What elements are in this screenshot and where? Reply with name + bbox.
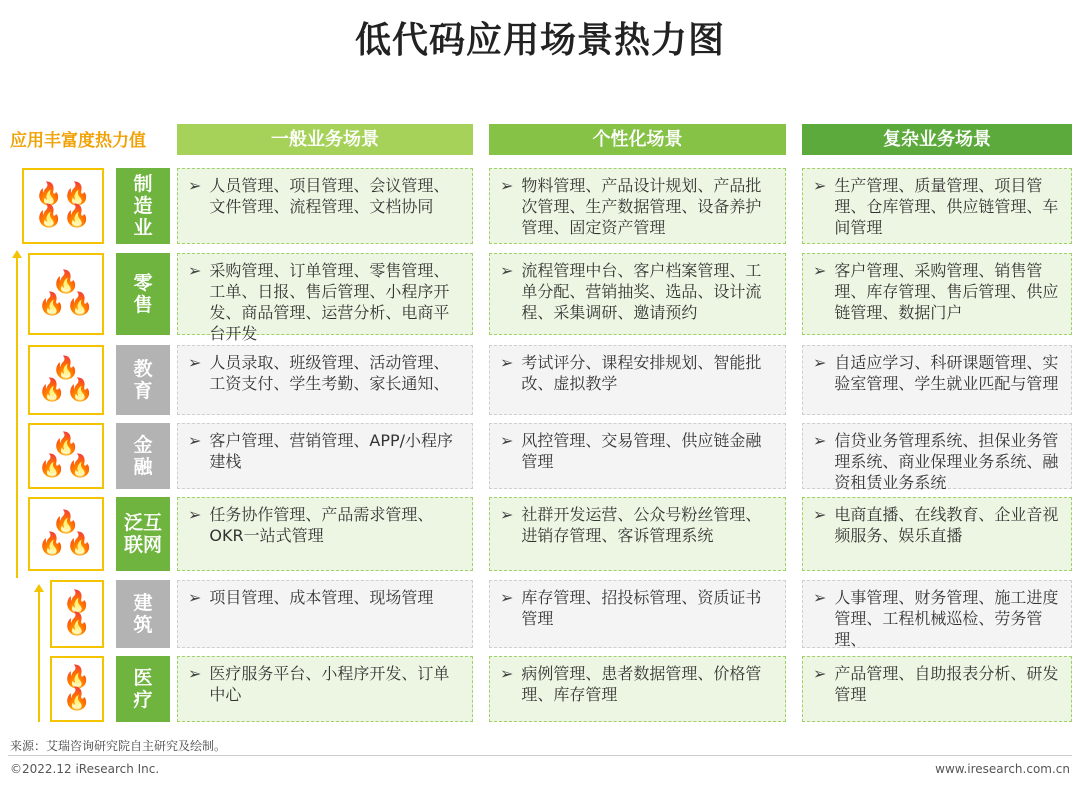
heat-arrow-small [38, 592, 40, 722]
industry-label-manufacturing [116, 168, 170, 244]
cell-text: 自适应学习、科研课题管理、实验室管理、学生就业匹配与管理 [834, 353, 1059, 393]
cell-retail-general [177, 253, 473, 343]
fire-icon: 🔥 [66, 378, 94, 403]
cell-text: 风控管理、交易管理、供应链金融管理 [521, 431, 762, 471]
cell-text: 社群开发运营、公众号粉丝管理、进销存管理、客诉管理系统 [521, 505, 762, 545]
bullet-icon: ➢ [500, 431, 514, 450]
bullet-icon: ➢ [188, 664, 202, 683]
fire-icon: 🔥 [52, 356, 80, 381]
bullet-icon: ➢ [500, 353, 514, 372]
cell-finance-complex [802, 423, 1072, 492]
cell-internet-general [177, 497, 473, 571]
bullet-icon: ➢ [813, 664, 827, 683]
source-note: 来源：艾瑞咨询研究院自主研究及绘制。 [10, 739, 227, 753]
fire-icon: 🔥 [63, 590, 91, 615]
column-header-general: 一般业务场景 [177, 124, 473, 155]
bullet-icon: ➢ [813, 505, 827, 524]
fire-icon: 🔥 [66, 532, 94, 557]
website-link[interactable]: www.iresearch.com.cn [935, 762, 1070, 776]
bullet-icon: ➢ [188, 588, 202, 607]
cell-construction-personalized [489, 580, 786, 648]
bullet-icon: ➢ [813, 353, 827, 372]
cell-text: 信贷业务管理系统、担保业务管理系统、商业保理业务系统、融资租赁业务系统 [834, 431, 1059, 492]
column-header-complex: 复杂业务场景 [802, 124, 1072, 155]
heat-box-internet [28, 497, 104, 571]
label-char: 医 [133, 667, 153, 689]
industry-label-retail [116, 253, 170, 335]
cell-text: 电商直播、在线教育、企业音视频服务、娱乐直播 [834, 505, 1059, 545]
industry-label-internet [116, 497, 170, 571]
label-char: 售 [133, 294, 153, 316]
fire-icon: 🔥 [38, 454, 66, 479]
fire-icon: 🔥 [63, 612, 91, 637]
page-title: 低代码应用场景热力图 [354, 20, 725, 61]
cell-healthcare-personalized [489, 656, 786, 722]
fire-icon: 🔥 [66, 292, 94, 317]
industry-label-healthcare [116, 656, 170, 722]
bullet-icon: ➢ [500, 261, 514, 280]
label-char: 教 [133, 358, 153, 380]
cell-text: 客户管理、营销管理、APP/小程序建栈 [209, 431, 454, 471]
fire-icon: 🔥 [63, 204, 91, 229]
heat-box-manufacturing [22, 168, 104, 244]
bullet-icon: ➢ [813, 588, 827, 607]
bullet-icon: ➢ [813, 261, 827, 280]
fire-icon: 🔥 [52, 270, 80, 295]
heat-box-finance [28, 423, 104, 489]
label-line: 联网 [123, 534, 162, 556]
bullet-icon: ➢ [188, 261, 202, 280]
bullet-icon: ➢ [500, 588, 514, 607]
cell-text: 库存管理、招投标管理、资质证书管理 [521, 588, 762, 628]
legend-title: 应用丰富度热力值 [10, 131, 146, 151]
cell-retail-complex [802, 253, 1072, 335]
cell-text: 采购管理、订单管理、零售管理、工单、日报、售后管理、小程序开发、商品管理、运营分析、电商平台开发 [209, 261, 450, 343]
heat-box-healthcare [50, 656, 104, 722]
fire-icon: 🔥 [63, 665, 91, 690]
cell-education-general [177, 345, 473, 415]
cell-text: 任务协作管理、产品需求管理、OKR一站式管理 [209, 505, 434, 545]
cell-healthcare-complex [802, 656, 1072, 722]
bullet-icon: ➢ [188, 505, 202, 524]
cell-text: 产品管理、自助报表分析、研发管理 [834, 664, 1059, 704]
cell-text: 人事管理、财务管理、施工进度管理、工程机械巡检、劳务管理、 [834, 588, 1059, 649]
fire-icon: 🔥 [35, 204, 63, 229]
label-char: 制 [133, 173, 153, 195]
cell-manufacturing-general [177, 168, 473, 244]
footer-divider [8, 755, 1072, 756]
cell-text: 客户管理、采购管理、销售管理、库存管理、售后管理、供应链管理、数据门户 [834, 261, 1059, 322]
cell-text: 物料管理、产品设计规划、产品批次管理、生产数据管理、设备养护管理、固定资产管理 [521, 176, 762, 237]
label-char: 零 [133, 272, 153, 294]
label-char: 疗 [133, 689, 153, 711]
fire-icon: 🔥 [63, 182, 91, 207]
cell-text: 病例管理、患者数据管理、价格管理、库存管理 [521, 664, 762, 704]
cell-text: 流程管理中台、客户档案管理、工单分配、营销抽奖、选品、设计流程、采集调研、邀请预约 [521, 261, 762, 322]
label-char: 育 [133, 380, 153, 402]
cell-education-personalized [489, 345, 786, 415]
bullet-icon: ➢ [188, 176, 202, 195]
bullet-icon: ➢ [813, 176, 827, 195]
cell-text: 医疗服务平台、小程序开发、订单中心 [209, 664, 450, 704]
cell-text: 生产管理、质量管理、项目管理、仓库管理、供应链管理、车间管理 [834, 176, 1059, 237]
label-char: 建 [133, 592, 153, 614]
heat-arrow-large [16, 258, 18, 578]
heat-arrow-large-head [12, 250, 22, 258]
bullet-icon: ➢ [813, 431, 827, 450]
fire-icon: 🔥 [38, 532, 66, 557]
fire-icon: 🔥 [35, 182, 63, 207]
bullet-icon: ➢ [500, 505, 514, 524]
industry-label-finance [116, 423, 170, 489]
copyright: ©2022.12 iResearch Inc. [10, 762, 160, 776]
cell-construction-complex [802, 580, 1072, 648]
cell-text: 人员管理、项目管理、会议管理、文件管理、流程管理、文档协同 [209, 176, 450, 216]
heat-box-education [28, 345, 104, 415]
fire-icon: 🔥 [63, 687, 91, 712]
fire-icon: 🔥 [52, 510, 80, 535]
label-char: 业 [133, 217, 153, 239]
label-char: 造 [133, 195, 153, 217]
industry-label-education [116, 345, 170, 415]
label-char: 筑 [133, 614, 153, 636]
label-char: 融 [133, 456, 153, 478]
bullet-icon: ➢ [188, 353, 202, 372]
column-header-personalized: 个性化场景 [489, 124, 786, 155]
cell-finance-general [177, 423, 473, 489]
cell-manufacturing-complex [802, 168, 1072, 244]
fire-icon: 🔥 [52, 432, 80, 457]
heat-box-construction [50, 580, 104, 648]
cell-education-complex [802, 345, 1072, 415]
heat-box-retail [28, 253, 104, 335]
cell-retail-personalized [489, 253, 786, 335]
label-line: 泛互 [123, 512, 162, 534]
cell-manufacturing-personalized [489, 168, 786, 244]
fire-icon: 🔥 [66, 454, 94, 479]
cell-finance-personalized [489, 423, 786, 489]
fire-icon: 🔥 [38, 378, 66, 403]
cell-internet-personalized [489, 497, 786, 571]
industry-label-construction [116, 580, 170, 648]
cell-text: 项目管理、成本管理、现场管理 [209, 588, 434, 607]
bullet-icon: ➢ [500, 664, 514, 683]
label-char: 金 [133, 434, 153, 456]
heat-arrow-small-head [34, 584, 44, 592]
fire-icon: 🔥 [38, 292, 66, 317]
cell-internet-complex [802, 497, 1072, 571]
cell-text: 考试评分、课程安排规划、智能批改、虚拟教学 [521, 353, 762, 393]
bullet-icon: ➢ [188, 431, 202, 450]
cell-construction-general [177, 580, 473, 648]
cell-text: 人员录取、班级管理、活动管理、工资支付、学生考勤、家长通知、 [209, 353, 450, 393]
cell-healthcare-general [177, 656, 473, 722]
bullet-icon: ➢ [500, 176, 514, 195]
